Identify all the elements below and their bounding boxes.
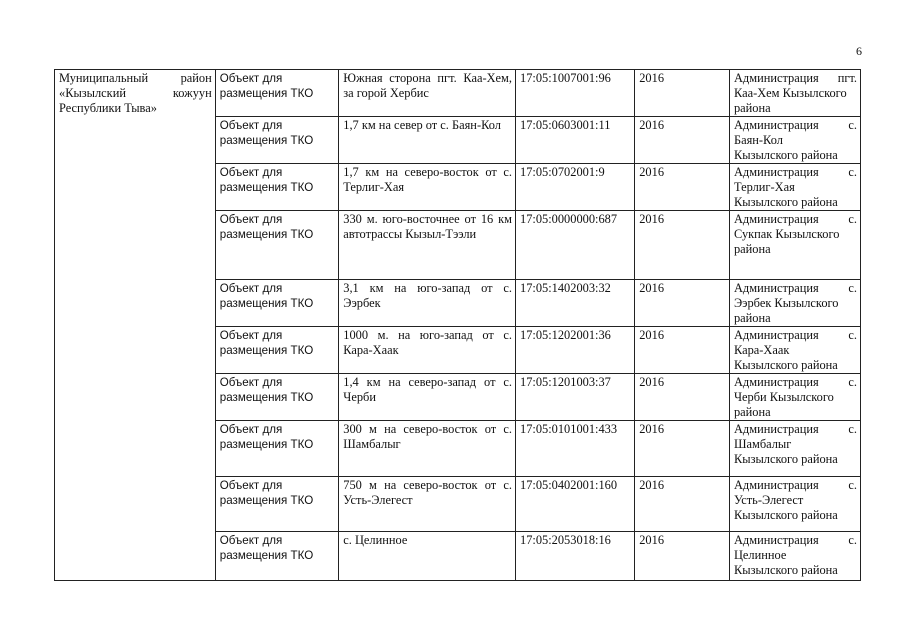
cadastral-number-cell: 17:05:1402003:32 bbox=[516, 280, 635, 327]
administration-line: Черби Кызылского bbox=[733, 390, 834, 404]
object-type-cell bbox=[215, 70, 339, 117]
page-number: 6 bbox=[856, 44, 862, 58]
administration-cell bbox=[729, 117, 860, 164]
cadastral-number-cell: 17:05:1007001:96 bbox=[516, 70, 635, 117]
location-cell bbox=[339, 280, 516, 327]
year-cell: 2016 bbox=[635, 164, 730, 211]
location-cell bbox=[339, 477, 516, 532]
location-line: 3,1 км на юго-запад от с. bbox=[343, 281, 512, 295]
object-type-line: Объект для bbox=[219, 72, 283, 85]
administration-line: Кызылского района bbox=[733, 452, 838, 466]
year-cell: 2016 bbox=[635, 327, 730, 374]
administration-line: Администрация с. bbox=[733, 328, 857, 342]
object-type-line: размещения ТКО bbox=[219, 494, 314, 507]
object-type-line: Объект для bbox=[219, 534, 283, 547]
object-type-cell bbox=[215, 164, 339, 211]
object-type-line: размещения ТКО bbox=[219, 181, 314, 194]
administration-cell bbox=[729, 477, 860, 532]
location-line: Кара-Хаак bbox=[343, 343, 399, 357]
location-line: 1,7 км на северо-восток от с. bbox=[343, 165, 512, 179]
administration-cell bbox=[729, 211, 860, 280]
administration-line: Терлиг-Хая bbox=[733, 180, 795, 194]
administration-line: Кара-Хаак bbox=[733, 343, 790, 357]
object-type-line: размещения ТКО bbox=[219, 134, 314, 147]
administration-line: Администрация с. bbox=[733, 375, 857, 389]
administration-line: Усть-Элегест bbox=[733, 493, 804, 507]
location-line: за горой Хербис bbox=[343, 86, 429, 100]
location-line: Шамбалыг bbox=[343, 437, 401, 451]
location-line: 330 м. юго-восточнее от 16 км bbox=[343, 212, 512, 226]
object-type-line: размещения ТКО bbox=[219, 87, 314, 100]
waste-sites-table bbox=[54, 69, 861, 581]
administration-cell bbox=[729, 70, 860, 117]
administration-line: Администрация с. bbox=[733, 281, 857, 295]
object-type-cell bbox=[215, 211, 339, 280]
object-type-cell bbox=[215, 280, 339, 327]
administration-cell bbox=[729, 327, 860, 374]
administration-line: Администрация с. bbox=[733, 212, 857, 226]
cadastral-number-cell: 17:05:0702001:9 bbox=[516, 164, 635, 211]
location-line: 1,4 км на северо-запад от с. bbox=[343, 375, 512, 389]
object-type-line: Объект для bbox=[219, 329, 283, 342]
administration-line: Ээрбек Кызылского bbox=[733, 296, 839, 310]
administration-cell bbox=[729, 280, 860, 327]
object-type-cell bbox=[215, 117, 339, 164]
administration-line: Кызылского района bbox=[733, 508, 838, 522]
administration-cell bbox=[729, 164, 860, 211]
object-type-line: размещения ТКО bbox=[219, 438, 314, 451]
location-line: Усть-Элегест bbox=[343, 493, 413, 507]
location-line: 300 м на северо-восток от с. bbox=[343, 422, 512, 436]
location-line: Ээрбек bbox=[343, 296, 381, 310]
location-line: Южная сторона пгт. Каа-Хем, bbox=[343, 71, 512, 85]
location-cell bbox=[339, 327, 516, 374]
location-line: с. Целинное bbox=[343, 533, 408, 547]
object-type-line: Объект для bbox=[219, 423, 283, 436]
administration-line: района bbox=[733, 405, 771, 419]
location-line: Терлиг-Хая bbox=[343, 180, 405, 194]
year-cell: 2016 bbox=[635, 280, 730, 327]
cadastral-number-cell: 17:05:0402001:160 bbox=[516, 477, 635, 532]
administration-line: района bbox=[733, 311, 771, 325]
location-cell bbox=[339, 164, 516, 211]
administration-cell bbox=[729, 374, 860, 421]
administration-line: Администрация с. bbox=[733, 118, 857, 132]
year-cell: 2016 bbox=[635, 211, 730, 280]
administration-line: Сукпак Кызылского bbox=[733, 227, 840, 241]
object-type-line: Объект для bbox=[219, 166, 283, 179]
cadastral-number-cell: 17:05:0000000:687 bbox=[516, 211, 635, 280]
district-line: «Кызылский кожуун bbox=[59, 86, 212, 100]
object-type-line: Объект для bbox=[219, 213, 283, 226]
object-type-cell bbox=[215, 327, 339, 374]
year-cell: 2016 bbox=[635, 117, 730, 164]
location-line: автотрассы Кызыл-Тээли bbox=[343, 227, 477, 241]
district-line: Муниципальный район bbox=[59, 71, 212, 85]
table-body bbox=[55, 70, 861, 581]
location-line: 1000 м. на юго-запад от с. bbox=[343, 328, 512, 342]
object-type-line: Объект для bbox=[219, 376, 283, 389]
administration-line: Администрация пгт. bbox=[733, 71, 857, 85]
administration-cell bbox=[729, 421, 860, 477]
location-line: Черби bbox=[343, 390, 376, 404]
location-cell bbox=[339, 374, 516, 421]
administration-line: Целинное bbox=[733, 548, 787, 562]
administration-line: Администрация с. bbox=[733, 478, 857, 492]
administration-line: Шамбалыг bbox=[733, 437, 792, 451]
administration-line: Администрация с. bbox=[733, 422, 857, 436]
location-cell bbox=[339, 421, 516, 477]
cadastral-number-cell: 17:05:0101001:433 bbox=[516, 421, 635, 477]
object-type-line: размещения ТКО bbox=[219, 297, 314, 310]
administration-line: района bbox=[733, 242, 771, 256]
location-cell bbox=[339, 70, 516, 117]
year-cell: 2016 bbox=[635, 421, 730, 477]
object-type-line: размещения ТКО bbox=[219, 391, 314, 404]
table-row bbox=[55, 70, 861, 117]
administration-line: Каа-Хем Кызылского bbox=[733, 86, 847, 100]
object-type-line: Объект для bbox=[219, 479, 283, 492]
location-cell bbox=[339, 117, 516, 164]
object-type-cell bbox=[215, 532, 339, 581]
location-cell bbox=[339, 211, 516, 280]
cadastral-number-cell: 17:05:2053018:16 bbox=[516, 532, 635, 581]
administration-cell bbox=[729, 532, 860, 581]
administration-line: Кызылского района bbox=[733, 195, 838, 209]
object-type-line: размещения ТКО bbox=[219, 549, 314, 562]
location-line: 750 м на северо-восток от с. bbox=[343, 478, 512, 492]
object-type-line: Объект для bbox=[219, 119, 283, 132]
location-cell bbox=[339, 532, 516, 581]
year-cell: 2016 bbox=[635, 477, 730, 532]
administration-line: Кызылского района bbox=[733, 563, 838, 577]
location-line: 1,7 км на север от с. Баян-Кол bbox=[343, 118, 501, 132]
administration-line: Кызылского района bbox=[733, 358, 838, 372]
administration-line: Администрация с. bbox=[733, 533, 857, 547]
year-cell: 2016 bbox=[635, 374, 730, 421]
administration-line: Администрация с. bbox=[733, 165, 857, 179]
object-type-cell bbox=[215, 421, 339, 477]
administration-line: района bbox=[733, 101, 771, 115]
object-type-line: размещения ТКО bbox=[219, 344, 314, 357]
cadastral-number-cell: 17:05:1202001:36 bbox=[516, 327, 635, 374]
district-cell bbox=[55, 70, 216, 581]
object-type-line: размещения ТКО bbox=[219, 228, 314, 241]
year-cell: 2016 bbox=[635, 70, 730, 117]
object-type-line: Объект для bbox=[219, 282, 283, 295]
object-type-cell bbox=[215, 477, 339, 532]
cadastral-number-cell: 17:05:0603001:11 bbox=[516, 117, 635, 164]
district-line: Республики Тыва» bbox=[59, 101, 157, 115]
cadastral-number-cell: 17:05:1201003:37 bbox=[516, 374, 635, 421]
administration-line: Баян-Кол bbox=[733, 133, 783, 147]
administration-line: Кызылского района bbox=[733, 148, 838, 162]
year-cell: 2016 bbox=[635, 532, 730, 581]
object-type-cell bbox=[215, 374, 339, 421]
